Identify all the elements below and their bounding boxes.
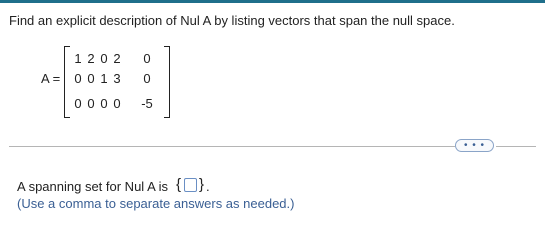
matrix-cell: 3 — [113, 71, 121, 86]
matrix-right-bracket — [164, 46, 170, 118]
matrix-cell: 0 — [113, 96, 121, 111]
matrix-cell: 2 — [113, 51, 121, 66]
matrix-left-bracket — [64, 46, 70, 118]
answer-hint: (Use a comma to separate answers as needed.) — [17, 196, 295, 211]
top-accent-rule — [0, 0, 545, 3]
matrix-cell: 0 — [87, 96, 95, 111]
matrix-cell: 1 — [74, 51, 82, 66]
matrix-label: A = — [41, 71, 61, 86]
matrix-cell: 0 — [143, 71, 151, 86]
question-text: Find an explicit description of Nul A by listing vectors that span the null space. — [9, 13, 455, 28]
matrix-cell: 0 — [74, 96, 82, 111]
matrix-cell: -5 — [141, 96, 153, 111]
section-divider-right — [496, 146, 536, 147]
more-options-button[interactable]: • • • — [455, 139, 494, 152]
answer-period: . — [206, 179, 210, 194]
open-brace: { — [176, 176, 182, 193]
matrix-cell: 0 — [87, 71, 95, 86]
spanning-set-input[interactable] — [184, 178, 197, 192]
matrix-cell: 0 — [74, 71, 82, 86]
matrix-cell: 2 — [87, 51, 95, 66]
close-brace: } — [199, 176, 205, 193]
answer-prompt: A spanning set for Nul A is — [17, 179, 169, 194]
matrix-cell: 0 — [100, 96, 108, 111]
matrix-cell: 0 — [143, 51, 151, 66]
matrix-cell: 1 — [100, 71, 108, 86]
matrix-cell: 0 — [100, 51, 108, 66]
section-divider — [9, 146, 455, 147]
